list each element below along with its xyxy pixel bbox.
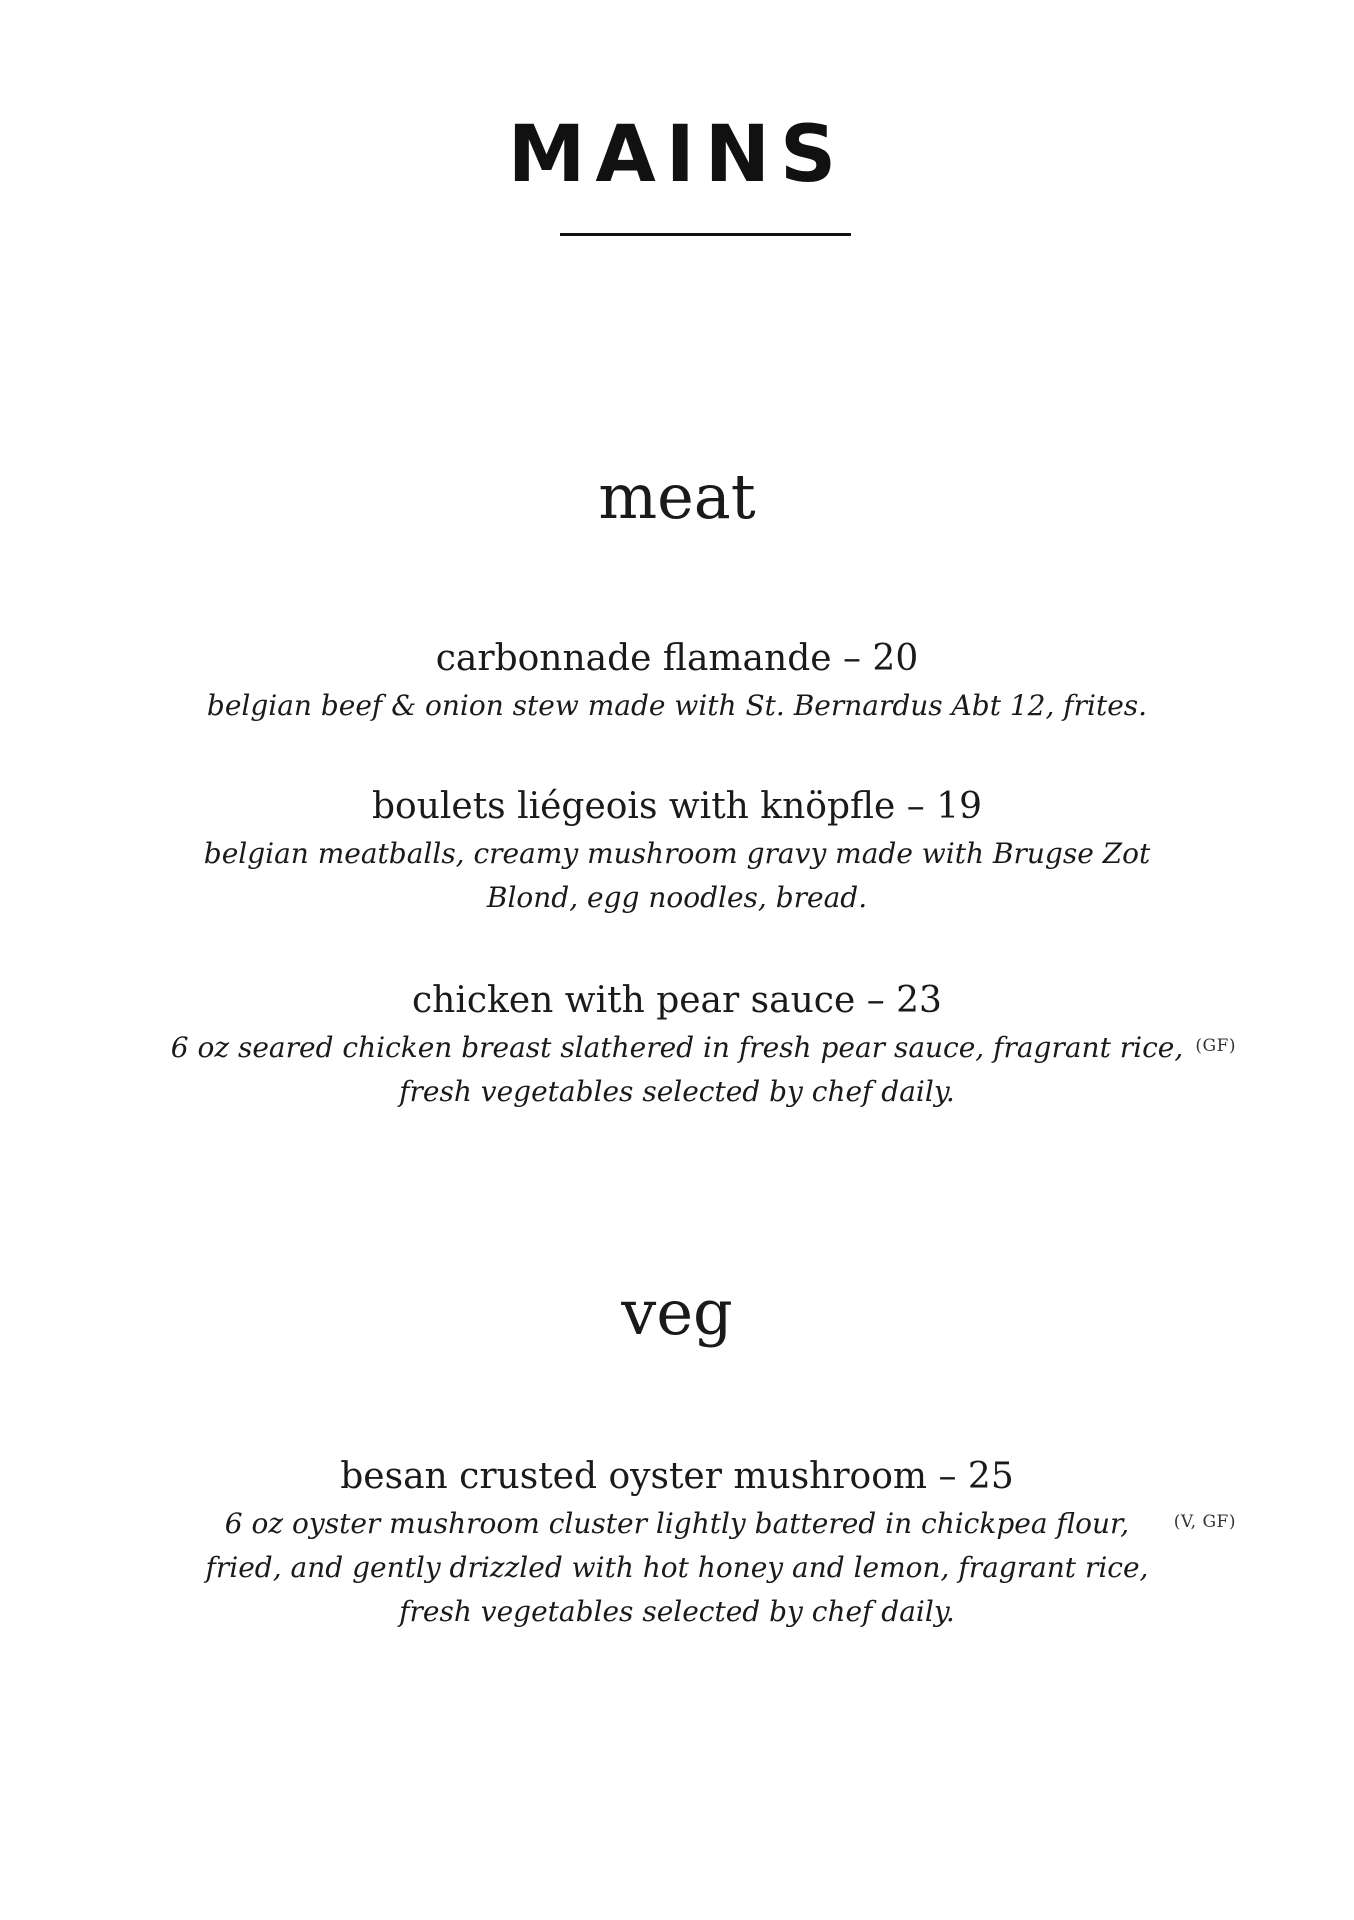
item-description: Blond, egg noodles, bread. — [486, 881, 868, 914]
item-description: 6 oz oyster mushroom cluster lightly battered in chickpea flour, — [224, 1507, 1130, 1540]
item-description: fresh vegetables selected by chef daily. — [399, 1595, 955, 1628]
dietary-tag: (GF) — [1195, 1036, 1236, 1056]
page-title: MAINS — [507, 110, 847, 200]
item-description: belgian beef & onion stew made with St. Bernardus Abt 12, frites. — [206, 689, 1148, 722]
section-heading-veg: veg — [621, 1276, 733, 1349]
title-underline — [560, 233, 851, 236]
item-name: chicken with pear sauce – 23 — [412, 980, 942, 1021]
item-description: 6 oz seared chicken breast slathered in fresh pear sauce, fragrant rice, — [170, 1031, 1184, 1064]
menu-item — [0, 634, 1354, 728]
item-description: fried, and gently drizzled with hot honey and lemon, fragrant rice, — [205, 1551, 1149, 1584]
menu-item — [0, 782, 1354, 920]
item-name: carbonnade flamande – 20 — [435, 638, 919, 679]
item-name: besan crusted oyster mushroom – 25 — [340, 1456, 1014, 1497]
item-description: belgian meatballs, creamy mushroom gravy made with Brugse Zot — [203, 837, 1151, 870]
dietary-tag: (V, GF) — [1173, 1512, 1236, 1532]
section-heading-meat: meat — [598, 460, 756, 533]
item-name: boulets liégeois with knöpfle – 19 — [371, 786, 983, 827]
menu-item — [0, 1452, 1354, 1634]
menu-item — [0, 976, 1354, 1114]
item-description: fresh vegetables selected by chef daily. — [399, 1075, 955, 1108]
